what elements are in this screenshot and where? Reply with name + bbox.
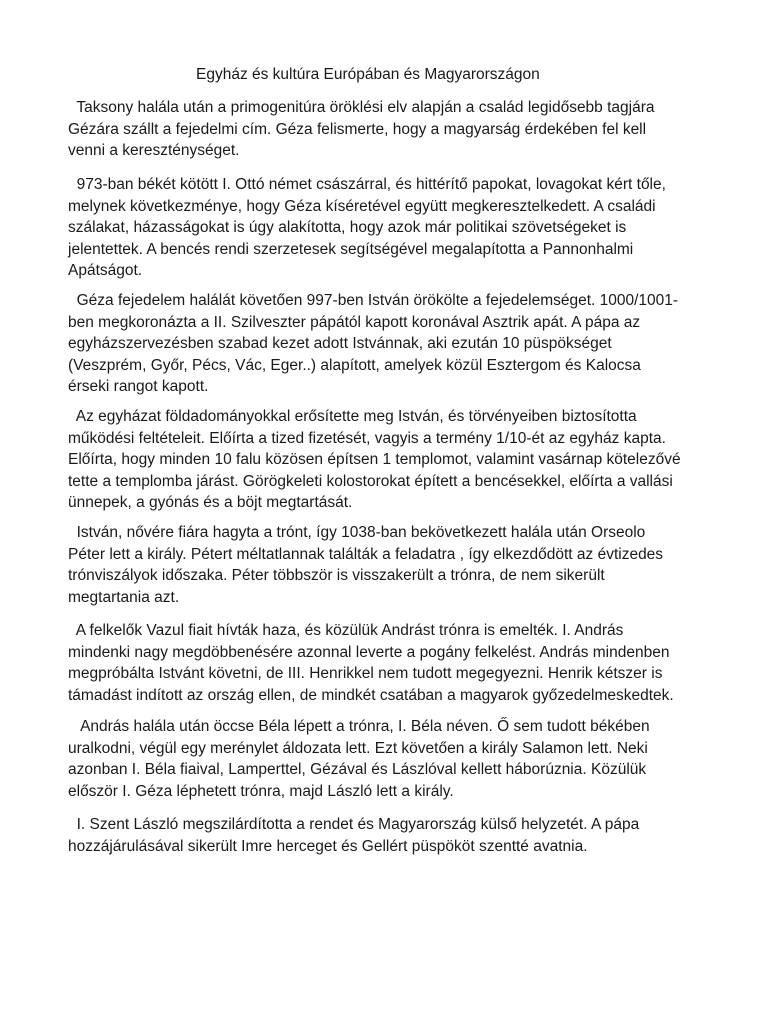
text-line: támadást indított az ország ellen, de mindkét csatában a magyarok győzedelmeskedtek. [68, 686, 674, 704]
text-line: Gézára szállt a fejedelmi cím. Géza felismerte, hogy a magyarság érdekében fel kell [68, 120, 647, 138]
text-line: melynek következménye, hogy Géza kíséretével együtt megkeresztelkedett. A családi [68, 197, 656, 215]
paragraph-laszlo [68, 814, 639, 857]
document-title: Egyház és kultúra Európában és Magyarországon [196, 66, 540, 83]
text-line: szálakat, házasságokat is úgy alakította, hogy azok már politikai szövetségeket is [68, 219, 627, 236]
paragraph-egyhaz [68, 406, 681, 514]
text-line: Apátságot. [68, 262, 143, 279]
text-line: 973-ban békét kötött I. Ottó német császárral, és hittérítő papokat, lovagokat kért tőle, [68, 176, 666, 193]
text-line: jelentettek. A bencés rendi szerzetesek segítségével megalapította a Pannonhalmi [68, 240, 634, 258]
text-line: trónviszályok időszaka. Péter többször is visszakerült a trónra, de nem sikerült [68, 567, 605, 584]
text-line: (Veszprém, Győr, Pécs, Vác, Eger..) alapított, amelyek közül Esztergom és Kalocsa [68, 356, 641, 374]
text-line: Az egyházat földadományokkal erősítette meg István, és törvényeiben biztosította [68, 408, 637, 425]
text-line: mindenki nagy megdöbbenésére azonnal leverte a pogány felkelést. András mindenben [68, 643, 670, 661]
text-line: tette a templomba járást. Görögkeleti kolostorokat épített a bencésekkel, előírta a vallási [68, 472, 673, 490]
text-line: I. Szent László megszilárdította a rendet és Magyarország külső helyzetét. A pápa [68, 816, 640, 833]
text-line: érseki rangot kapott. [68, 378, 209, 395]
text-line: István, nővére fiára hagyta a trónt, így 1038-ban bekövetkezett halála után Orseolo [68, 524, 646, 541]
text-line: Géza fejedelem halálát követően 997-ben István örökölte a fejedelemséget. 1000/1001- [68, 292, 679, 309]
paragraph-felkelok [68, 620, 674, 706]
text-line: hozzájárulásával sikerült Imre herceget és Gellért püspököt szentté avatnia. [68, 837, 588, 855]
text-line: Előírta, hogy minden 10 falu közösen építsen 1 templomot, valamint vasárnap kötelezővé [68, 451, 681, 468]
text-line: működési feltételeit. Előírta a tized fizetését, vagyis a termény 1/10-ét az egyház kapta. [68, 429, 666, 447]
paragraph-973 [68, 174, 666, 282]
text-line: venni a kereszténységet. [68, 142, 240, 159]
text-line: A felkelők Vazul fiait hívták haza, és közülük Andrást trónra is emelték. I. András [68, 622, 624, 639]
text-line: azonban I. Béla fiaival, Lamperttel, Gézával és Lászlóval kellett háborúznia. Közülük [68, 761, 647, 778]
text-line: ben megkoronázta a II. Szilveszter pápától kapott koronával Asztrik apát. A pápa az [68, 313, 641, 331]
text-line: ünnepek, a gyónás és a böjt megtartását. [68, 494, 353, 511]
text-line: egyházszervezésben szabad kezet adott Istvánnak, aki ezután 10 püspökséget [68, 335, 612, 352]
text-line: Taksony halála után a primogenitúra öröklési elv alapján a család legidősebb tagjára [68, 99, 655, 116]
paragraph-andras [68, 716, 650, 802]
text-line: megtartania azt. [68, 588, 180, 606]
text-line: uralkodni, végül egy merénylet áldozata lett. Ezt követően a király Salamon lett. Neki [68, 739, 648, 757]
paragraph-geza-fejedelem [68, 290, 678, 398]
text-line: először I. Géza léphetett trónra, majd László lett a király. [68, 782, 454, 800]
text-line: András halála után öccse Béla lépett a trónra, I. Béla néven. Ő sem tudott békében [68, 718, 650, 735]
paragraph-taksony [68, 97, 655, 162]
paragraph-istvan [68, 522, 663, 608]
text-line: Péter lett a király. Pétert méltatlannak találták a feladatra , így elkezdődött az évtizedes [68, 545, 664, 563]
text-line: megpróbálta Istvánt követni, de III. Henrikkel nem tudott megegyezni. Henrik kétszer is [68, 665, 663, 682]
